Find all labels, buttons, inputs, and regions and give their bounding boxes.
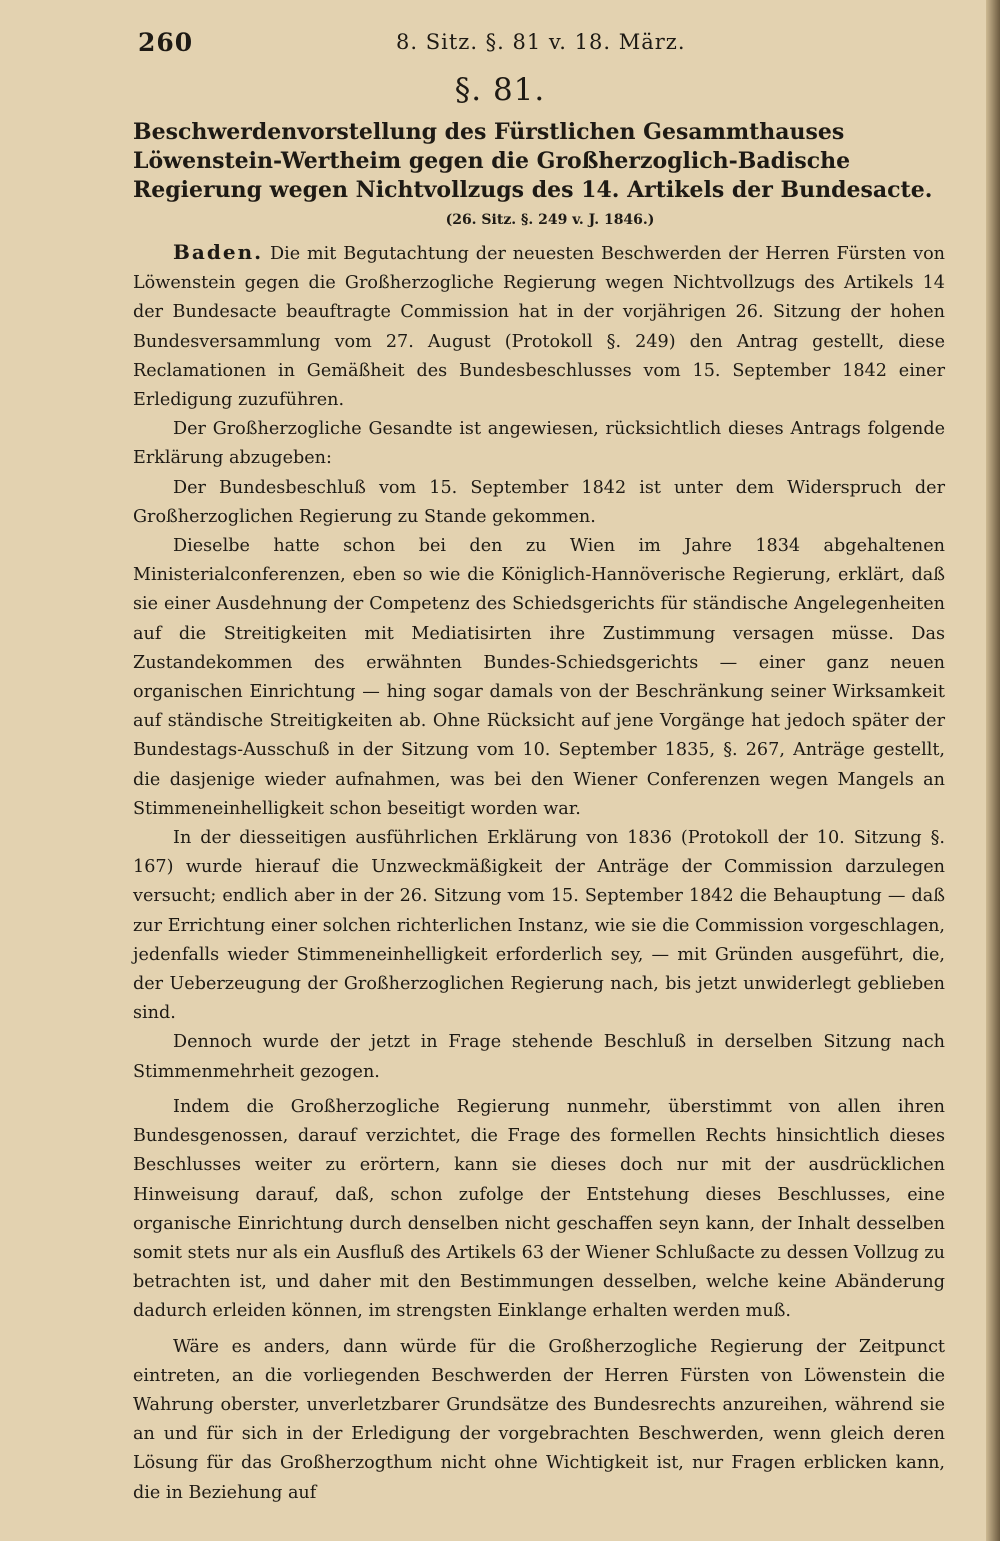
paragraph: Der Bundesbeschluß vom 15. September 1842 ist unter dem Widerspruch der Großherzoglichen Regierung zu Stande gekommen.: [133, 477, 945, 527]
section-title: Beschwerdenvorstellung des Fürstlichen Gesammthauses Löwenstein-Wertheim gegen die Großherzoglich-Badische Regierung wegen Nichtvollzugs des 14. Artikels der Bundesacte.: [133, 119, 933, 203]
running-title: 8. Sitz. §. 81 v. 18. März.: [396, 30, 686, 54]
section-number: §. 81.: [454, 72, 546, 108]
paragraph: Wäre es anders, dann würde für die Großherzogliche Regierung der Zeitpunct eintreten, an die vorliegenden Beschwerden der Herren Fürsten von Löwenstein die Wahrung oberster, unverletzbarer Grundsätze des Bundesrechts anzureihen, während sie an und für sich in der Erledigung der vorgebrachten Beschwerden, wenn gleich deren Lösung für das Großherzogthum nicht ohne Wichtigkeit ist, nur Fragen erblicken kann, die in Beziehung auf: [133, 1336, 945, 1503]
paragraph: Der Großherzogliche Gesandte ist angewiesen, rücksichtlich dieses Antrags folgende Erklärung abzugeben:: [133, 419, 945, 469]
lead-word: Baden.: [173, 240, 264, 264]
paragraph: Dennoch wurde der jetzt in Frage stehende Beschluß in derselben Sitzung nach Stimmenmehrheit gezogen.: [133, 1032, 945, 1082]
section-reference: (26. Sitz. §. 249 v. J. 1846.): [445, 212, 655, 228]
page-number: 260: [138, 28, 194, 57]
paragraph-text: Die mit Begutachtung der neuesten Beschwerden der Herren Fürsten von Löwenstein gegen die Großherzogliche Regierung wegen Nichtvollzugs des Artikels 14 der Bundesacte beauftragte Commission hat in der vorjährigen 26. Sitzung der hohen Bundesversammlung vom 27. August (Protokoll §. 249) den Antrag gestellt, diese Reclamationen in Gemäßheit des Bundesbeschlusses vom 15. September 1842 einer Erledigung zuzuführen.: [133, 244, 945, 411]
paragraph: Dieselbe hatte schon bei den zu Wien im Jahre 1834 abgehaltenen Ministerialconferenzen, eben so wie die Königlich-Hannöverische Regierung, erklärt, daß sie einer Ausdehnung der Competenz des Schiedsgerichts für ständische Angelegenheiten auf die Streitigkeiten mit Mediatisirten ihre Zustimmung versagen müsse. Das Zustandekommen des erwähnten Bundes-Schiedsgerichts — einer ganz neuen organischen Einrichtung — hing sogar damals von der Beschränkung seiner Wirksamkeit auf ständische Streitigkeiten ab. Ohne Rücksicht auf jene Vorgänge hat jedoch später der Bundestags-Ausschuß in der Sitzung vom 10. September 1835, §. 267, Anträge gestellt, die dasjenige wieder aufnahmen, was bei den Wiener Conferenzen wegen Mangels an Stimmeneinhelligkeit schon beseitigt worden war.: [133, 536, 945, 819]
body-text: [133, 238, 945, 1508]
paragraph: In der diesseitigen ausführlichen Erklärung von 1836 (Protokoll der 10. Sitzung §. 167) wurde hierauf die Unzweckmäßigkeit der Anträge der Commission darzulegen versucht; endlich aber in der 26. Sitzung vom 15. September 1842 die Behauptung — daß zur Errichtung einer solchen richterlichen Instanz, wie sie die Commission vorgeschlagen, jedenfalls wieder Stimmeneinhelligkeit erforderlich sey, — mit Gründen ausgeführt, die, der Ueberzeugung der Großherzoglichen Regierung nach, bis jetzt unwiderlegt geblieben sind.: [133, 828, 945, 1024]
page-edge-shadow: [986, 0, 1000, 1541]
paragraph: Indem die Großherzogliche Regierung nunmehr, überstimmt von allen ihren Bundesgenossen, darauf verzichtet, die Frage des formellen Rechts hinsichtlich dieses Beschlusses weiter zu erörtern, kann sie dieses doch nur mit der ausdrücklichen Hinweisung darauf, daß, schon zufolge der Entstehung dieses Beschlusses, eine organische Einrichtung durch denselben nicht geschaffen seyn kann, der Inhalt desselben somit stets nur als ein Ausfluß des Artikels 63 der Wiener Schlußacte zu dessen Vollzug zu betrachten ist, und daher mit den Bestimmungen desselben, welche keine Abänderung dadurch erleiden können, im strengsten Einklange erhalten werden muß.: [133, 1096, 945, 1322]
running-header: [138, 28, 946, 60]
paragraph: [133, 238, 945, 415]
